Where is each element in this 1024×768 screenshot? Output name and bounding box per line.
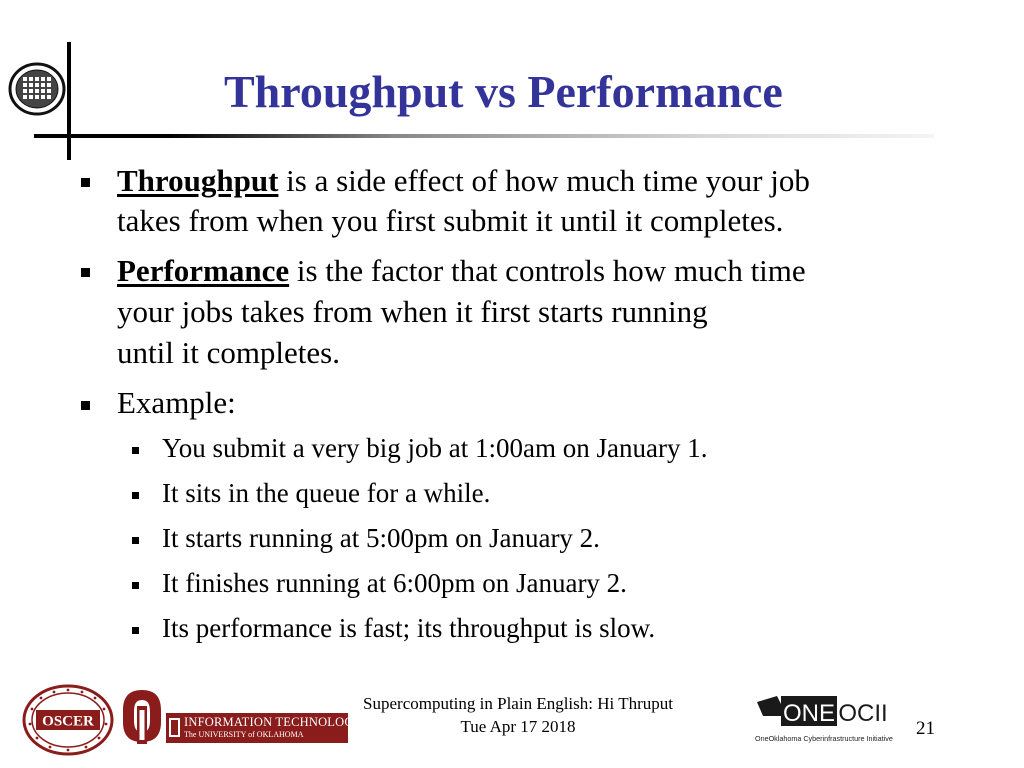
bullet-1-line-2: takes from when you first submit it until it completes. [117,203,784,238]
bullet-1-text-1: is a side effect of how much time your job [278,163,810,198]
frame-horizontal-rule [34,134,934,138]
oneocii-mark-icon [755,690,890,734]
footer-line-1: Supercomputing in Plain English: Hi Thruput [363,694,673,713]
bullet-2-line-3: until it completes. [117,335,340,370]
example-item-4: It finishes running at 6:00pm on January 2. [162,568,627,598]
page-number: 21 [916,718,935,739]
frame-vertical-rule [67,42,71,160]
bullet-marker [81,401,90,410]
performance-keyword: Performance [117,253,290,288]
bullet-2-text-1: is the factor that controls how much time [289,253,806,288]
bullet-3-line-1: Example: [117,385,236,420]
sub-bullet-marker [132,447,139,454]
bullet-2-line-1 [117,252,806,289]
oneocii-logo [755,690,893,746]
oneocii-one-text: ONE [782,700,836,727]
oneocii-caption: OneOklahoma Cyberinfrastructure Initiative [755,734,893,743]
example-item-3: It starts running at 5:00pm on January 2. [162,523,600,553]
oscer-seal-icon [22,684,114,756]
bullet-2-line-2: your jobs takes from when it first starts running [117,294,708,329]
slide-title: Throughput vs Performance [224,66,783,117]
ou-mini-icon [169,718,180,737]
sub-bullet-marker [132,492,139,499]
throughput-keyword: Throughput [117,163,279,198]
sub-bullet-marker [132,627,139,634]
ou-logo-icon [120,688,164,748]
sub-bullet-marker [132,582,139,589]
oneocii-ocii-text: OCII [838,700,888,727]
supercomputing-emblem-icon [8,62,66,116]
example-item-2: It sits in the queue for a while. [162,478,491,508]
bullet-1-line-1 [117,162,810,199]
bullet-marker [81,268,90,277]
example-item-1: You submit a very big job at 1:00am on January 1. [162,433,708,463]
footer-line-2: Tue Apr 17 2018 [460,717,576,737]
bullet-marker [81,178,90,187]
it-banner-subtitle: The UNIVERSITY of OKLAHOMA [184,730,304,739]
footer-caption [320,692,716,739]
it-banner-title: INFORMATION TECHNOLOGY [184,715,363,729]
sub-bullet-marker [132,537,139,544]
oscer-wordmark: OSCER [42,713,94,730]
example-item-5: Its performance is fast; its throughput is slow. [162,613,656,643]
